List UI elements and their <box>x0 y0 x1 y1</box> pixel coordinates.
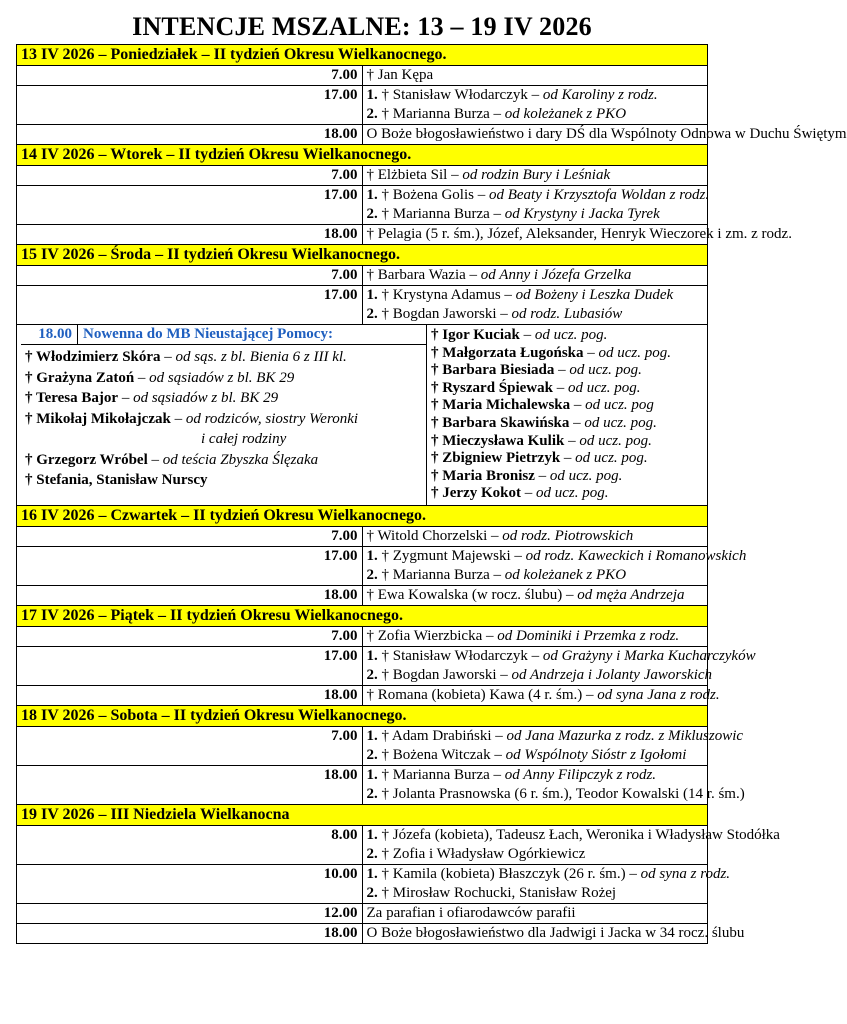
mass-time: 12.00 <box>17 903 363 923</box>
intention-number: 1. <box>366 727 378 744</box>
mass-intentions <box>362 86 708 125</box>
novena-item-from: – od ucz. pog. <box>520 485 609 502</box>
day-header-row <box>17 605 708 626</box>
mass-intentions <box>362 825 780 864</box>
novena-item-name: † Mikołaj Mikołajczak <box>25 410 171 427</box>
mass-row <box>17 225 708 245</box>
novena-row <box>17 325 708 506</box>
intention-line <box>367 904 704 923</box>
intention-line <box>366 686 720 705</box>
intention-name: † Mirosław Rochucki, Stanisław Rożej <box>377 884 617 901</box>
mass-intentions <box>362 726 744 765</box>
intention-line <box>367 527 704 546</box>
novena-item-name: † Ryszard Śpiewak <box>431 379 553 396</box>
mass-row <box>17 864 708 903</box>
day-header-row <box>17 505 708 526</box>
intention-name: † Elżbieta Sil – <box>366 167 463 183</box>
intention-line <box>366 666 713 685</box>
novena-item <box>25 429 422 450</box>
intentions-body <box>17 45 847 944</box>
mass-row <box>17 125 708 145</box>
mass-intentions <box>362 685 720 705</box>
intention-line <box>366 186 710 205</box>
mass-row <box>17 646 708 685</box>
mass-row <box>17 923 708 943</box>
intention-number: 1. <box>366 87 378 103</box>
mass-intentions <box>362 765 745 804</box>
intention-name: † Bogdan Jaworski – <box>377 306 512 322</box>
mass-intentions <box>362 125 847 145</box>
intention-line <box>367 845 704 864</box>
novena-item-name: † Teresa Bajor <box>25 390 119 406</box>
intention-line <box>367 66 704 85</box>
mass-intentions <box>362 66 708 86</box>
intention-number: 1. <box>366 187 378 203</box>
intention-number: 2. <box>366 666 378 683</box>
novena-item-name: † Igor Kuciak <box>431 327 520 343</box>
intention-name: † Marianna Burza – <box>377 106 505 122</box>
intention-name: † Stanisław Włodarczyk – <box>377 647 543 664</box>
mass-time: 18.00 <box>17 585 363 605</box>
intention-number: 1. <box>366 547 378 564</box>
mass-intentions <box>362 225 792 245</box>
novena-item-from: – od ucz. pog. <box>564 432 652 449</box>
day-header-row <box>17 45 708 66</box>
intention-number: 1. <box>366 287 378 303</box>
intention-line <box>366 547 747 566</box>
intention-name: † Krystyna Adamus – <box>377 287 516 303</box>
intention-line <box>366 125 847 144</box>
intention-name: † Kamila (kobieta) Błaszczyk (26 r. śm.) – <box>377 865 641 882</box>
novena-item-from: – od ucz. pog. <box>569 414 657 431</box>
intention-name: † Ewa Kowalska (w rocz. ślubu) – <box>366 586 578 603</box>
novena-item <box>431 415 699 433</box>
novena-item <box>431 362 699 380</box>
intention-line <box>367 586 704 605</box>
novena-item-name: † Maria Michalewska <box>431 397 571 414</box>
mass-time: 18.00 <box>17 125 363 145</box>
intention-number: 2. <box>366 566 378 583</box>
intention-line <box>367 305 704 324</box>
intention-number: 2. <box>366 306 378 322</box>
intention-from: od rodz. Kaweckich i Romanowskich <box>525 547 747 564</box>
intention-name: † Bożena Golis – <box>377 187 489 203</box>
novena-item-from: – od ucz. pog. <box>554 362 642 379</box>
intention-number: 2. <box>366 746 378 763</box>
novena-item-name: † Jerzy Kokot <box>431 485 521 502</box>
mass-intentions <box>362 646 756 685</box>
mass-intentions <box>362 286 708 325</box>
novena-title: Nowenna do MB Nieustającej Pomocy: <box>83 326 333 342</box>
intention-line <box>366 225 792 244</box>
intention-line <box>367 766 704 785</box>
intention-line <box>366 865 731 884</box>
intention-from: od Krystyny i Jacka Tyrek <box>504 206 660 222</box>
intention-from: od Wspólnoty Sióstr z Igołomi <box>505 746 687 763</box>
intention-name: † Bożena Witczak – <box>377 746 506 763</box>
intention-name: † Witold Chorzelski – <box>366 527 503 544</box>
day-header: 17 IV 2026 – Piątek – II tydzień Okresu Wielkanocnego. <box>17 605 708 626</box>
mass-intentions <box>362 864 731 903</box>
intention-from: od Andrzeja i Jolanty Jaworskich <box>511 666 713 683</box>
intention-name: † Zygmunt Majewski – <box>377 547 526 564</box>
novena-item <box>431 345 699 363</box>
day-header: 16 IV 2026 – Czwartek – II tydzień Okresu Wielkanocnego. <box>17 505 708 526</box>
mass-row <box>17 726 708 765</box>
mass-row <box>17 546 708 585</box>
intention-number: 2. <box>366 206 378 222</box>
mass-intentions <box>362 186 708 225</box>
novena-header <box>21 325 426 345</box>
intention-number: 1. <box>366 826 378 843</box>
mass-row <box>17 825 708 864</box>
novena-item-name: † Małgorzata Ługońska <box>431 344 584 361</box>
mass-intentions <box>362 626 708 646</box>
intention-from: od syna Jana z rodz. <box>597 686 720 703</box>
mass-time: 17.00 <box>17 546 363 585</box>
novena-item <box>431 485 699 503</box>
intention-from: od rodz. Lubasiów <box>511 306 623 322</box>
intention-line <box>367 166 704 185</box>
mass-time: 8.00 <box>17 825 363 864</box>
intention-line <box>367 746 704 765</box>
novena-item <box>25 347 422 368</box>
mass-time: 7.00 <box>17 626 363 646</box>
intention-line <box>367 266 704 285</box>
intention-line <box>366 647 756 666</box>
novena-item-from: – od sąs. z bl. Bienia 6 z III kl. <box>160 349 347 365</box>
intention-name: O Boże błogosławieństwo dla Jadwigi i Jacka w 34 rocz. ślubu <box>366 924 745 941</box>
intention-number: 1. <box>366 766 378 783</box>
intention-line <box>366 785 745 804</box>
mass-intentions <box>362 903 708 923</box>
mass-row <box>17 266 708 286</box>
novena-item <box>431 450 699 468</box>
mass-time: 7.00 <box>17 66 363 86</box>
mass-time: 18.00 <box>17 765 363 804</box>
intention-name: O Boże błogosławieństwo i dary DŚ dla Wspólnoty Odnowa w Duchu Świętym <box>366 126 847 142</box>
intention-name: † Marianna Burza – <box>377 206 505 222</box>
novena-left <box>21 325 427 505</box>
intention-name: † Barbara Wazia – <box>366 267 481 283</box>
novena-item <box>431 468 699 486</box>
novena-item-name: † Mieczysława Kulik <box>431 432 565 449</box>
mass-row <box>17 585 708 605</box>
mass-intentions <box>362 923 745 943</box>
novena-item-name: † Grażyna Zatoń <box>25 369 135 386</box>
intention-from: od koleżanek z PKO <box>504 106 627 122</box>
intention-number: 2. <box>366 884 378 901</box>
intention-number: 1. <box>366 865 378 882</box>
novena-item <box>25 470 422 491</box>
novena-item-from: – od rodziców, siostry Weronki <box>170 410 359 427</box>
mass-row <box>17 526 708 546</box>
novena-item <box>431 433 699 451</box>
mass-intentions <box>362 266 708 286</box>
mass-row <box>17 626 708 646</box>
intention-from: od Karoliny z rodz. <box>542 87 658 103</box>
intention-line <box>367 566 704 585</box>
intention-from: od Anny Filipczyk z rodz. <box>504 766 657 783</box>
mass-intentions <box>362 166 708 186</box>
mass-time: 18.00 <box>17 923 363 943</box>
intention-line <box>367 627 704 646</box>
day-header-row <box>17 804 708 825</box>
novena-item-name: † Barbara Skawińska <box>431 414 570 431</box>
day-header: 15 IV 2026 – Środa – II tydzień Okresu Wielkanocnego. <box>17 245 708 266</box>
intention-number: 2. <box>366 845 378 862</box>
intention-from: od rodz. Piotrowskich <box>502 527 634 544</box>
novena-item-from: – od ucz. pog. <box>583 344 672 361</box>
intention-name: † Zofia i Władysław Ogórkiewicz <box>377 845 586 862</box>
novena-item <box>25 450 422 471</box>
intention-from: od Dominiki i Przemka z rodz. <box>497 627 680 644</box>
mass-time: 17.00 <box>17 286 363 325</box>
intention-from: od Beaty i Krzysztofa Woldan z rodz. <box>488 187 710 203</box>
day-header: 19 IV 2026 – III Niedziela Wielkanocna <box>17 804 708 825</box>
mass-time: 17.00 <box>17 186 363 225</box>
mass-row <box>17 186 708 225</box>
novena-item-from: – od sąsiadów z bl. BK 29 <box>118 390 279 406</box>
novena-item-from: – od ucz. pog <box>570 397 654 414</box>
day-header-row <box>17 245 708 266</box>
novena-item <box>25 409 422 430</box>
day-header-row <box>17 705 708 726</box>
intention-name: † Marianna Burza – <box>377 566 505 583</box>
mass-row <box>17 86 708 125</box>
intention-name: † Jan Kępa <box>366 67 434 83</box>
novena-item <box>431 380 699 398</box>
intention-from: od Bożeny i Leszka Dudek <box>515 287 674 303</box>
mass-intentions <box>362 546 747 585</box>
intention-from: od Anny i Józefa Grzelka <box>480 267 632 283</box>
mass-intentions <box>362 526 708 546</box>
mass-time: 7.00 <box>17 726 363 765</box>
novena-item-name: † Grzegorz Wróbel <box>25 451 148 468</box>
intention-name: † Pelagia (5 r. śm.), Józef, Aleksander, Henryk Wieczorek i zm. z rodz. <box>366 226 792 242</box>
intention-from: od koleżanek z PKO <box>504 566 627 583</box>
novena-item <box>431 397 699 415</box>
intention-line <box>367 205 704 224</box>
novena-item-from: i całej rodziny <box>201 431 287 447</box>
intention-name: † Jolanta Prasnowska (6 r. śm.), Teodor Kowalski (14 r. śm.) <box>377 785 745 802</box>
intention-number: 2. <box>366 785 378 802</box>
mass-intentions <box>362 585 708 605</box>
day-header: 18 IV 2026 – Sobota – II tydzień Okresu Wielkanocnego. <box>17 705 708 726</box>
novena-list-left <box>21 345 426 493</box>
mass-row <box>17 765 708 804</box>
novena-item-name: † Stefania, Stanisław Nurscy <box>25 472 208 488</box>
novena-item-from: – od ucz. pog. <box>519 327 608 343</box>
intention-line <box>367 105 704 124</box>
intention-line <box>366 924 745 943</box>
intention-name: † Adam Drabiński – <box>377 727 507 744</box>
novena-item-from: – od ucz. pog. <box>560 450 648 467</box>
novena-time: 18.00 <box>21 325 78 344</box>
mass-row <box>17 286 708 325</box>
intention-line <box>367 86 704 105</box>
mass-time: 18.00 <box>17 225 363 245</box>
day-header: 13 IV 2026 – Poniedziałek – II tydzień Okresu Wielkanocnego. <box>17 45 708 66</box>
novena-item <box>25 388 422 409</box>
intention-name: † Marianna Burza – <box>377 766 505 783</box>
intention-from: od rodzin Bury i Leśniak <box>462 167 611 183</box>
mass-time: 7.00 <box>17 526 363 546</box>
mass-time: 17.00 <box>17 86 363 125</box>
novena-item <box>25 368 422 389</box>
intention-number: 1. <box>366 647 378 664</box>
mass-time: 18.00 <box>17 685 363 705</box>
intention-name: † Romana (kobieta) Kawa (4 r. śm.) – <box>366 686 598 703</box>
intention-from: od Grażyny i Marka Kucharczyków <box>542 647 756 664</box>
novena-wrap <box>21 325 703 505</box>
mass-row <box>17 685 708 705</box>
novena-item-from: – od ucz. pog. <box>534 467 623 484</box>
intention-line <box>366 826 780 845</box>
mass-time: 10.00 <box>17 864 363 903</box>
mass-row <box>17 66 708 86</box>
intention-line <box>367 884 704 903</box>
novena-item-name: † Włodzimierz Skóra <box>25 349 161 365</box>
novena-item <box>431 327 699 345</box>
day-header: 14 IV 2026 – Wtorek – II tydzień Okresu Wielkanocnego. <box>17 145 708 166</box>
novena-item-from: – od ucz. pog. <box>553 379 641 396</box>
mass-time: 17.00 <box>17 646 363 685</box>
novena-cell <box>17 325 708 506</box>
mass-time: 7.00 <box>17 266 363 286</box>
page-title: INTENCJE MSZALNE: 13 – 19 IV 2026 <box>132 12 592 41</box>
novena-item-name: † Maria Bronisz <box>431 467 535 484</box>
novena-item-name: † Barbara Biesiada <box>431 362 555 379</box>
day-header-row <box>17 145 708 166</box>
intention-name: † Stanisław Włodarczyk – <box>377 87 543 103</box>
intention-line <box>367 286 704 305</box>
mass-row <box>17 166 708 186</box>
novena-item-from: – od teścia Zbyszka Ślęzaka <box>147 451 319 468</box>
intention-name: † Józefa (kobieta), Tadeusz Łach, Weronika i Władysław Stodółka <box>377 826 780 843</box>
intention-name: Za parafian i ofiarodawców parafii <box>366 904 576 921</box>
novena-right <box>427 325 703 505</box>
mass-row <box>17 903 708 923</box>
intention-from: od Jana Mazurka z rodz. z Mikluszowic <box>506 727 744 744</box>
mass-time: 7.00 <box>17 166 363 186</box>
intention-name: † Zofia Wierzbicka – <box>366 627 498 644</box>
novena-item-from: – od sąsiadów z bl. BK 29 <box>134 369 295 386</box>
intention-number: 2. <box>366 106 378 122</box>
intention-from: od syna z rodz. <box>640 865 731 882</box>
intention-from: od męża Andrzeja <box>577 586 685 603</box>
intention-name: † Bogdan Jaworski – <box>377 666 512 683</box>
intention-line <box>366 727 744 746</box>
intentions-table <box>16 44 847 944</box>
novena-item-name: † Zbigniew Pietrzyk <box>431 450 561 467</box>
